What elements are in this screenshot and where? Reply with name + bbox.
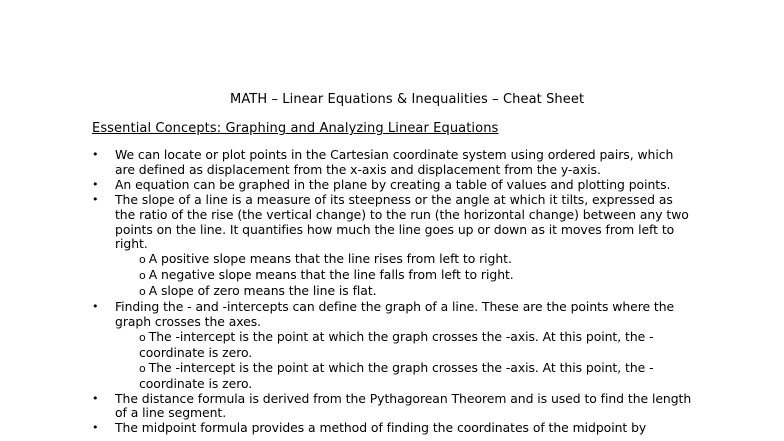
list-item [92,178,692,193]
list-item [92,148,692,178]
list-item-text: The midpoint formula provides a method of finding the coordinates of the midpoint by [115,420,647,436]
section-heading: Essential Concepts: Graphing and Analyzing Linear Equations [92,121,499,136]
list-item-text: The distance formula is derived from the Pythagorean Theorem and is used to find the length of a line segment. [115,390,692,421]
bullet-list [92,148,692,436]
circle-bullet-icon: o [139,269,146,283]
sub-list-item-text: The -intercept is the point at which the graph crosses the -axis. At this point, the -coordinate is zero. [139,328,654,360]
sub-list-item [92,268,692,284]
sub-list-item [92,284,692,300]
bullet-icon: • [92,391,99,405]
bullet-icon: • [92,148,99,161]
sub-list-item [92,252,692,268]
bullet-icon: • [92,300,99,314]
circle-bullet-icon: o [139,330,146,344]
sub-list-item-text: A positive slope means that the line rises from left to right. [148,251,512,267]
sub-list-item-text: A negative slope means that the line falls from left to right. [148,267,514,283]
list-item [92,421,692,436]
bullet-icon: • [92,177,99,191]
list-item-text: An equation can be graphed in the plane by creating a table of values and plotting points. [115,176,671,192]
sub-list-item [92,361,692,392]
circle-bullet-icon: o [139,253,146,267]
list-item-text: Finding the - and -intercepts can define the graph of a line. These are the points where the graph crosses the axes. [115,299,675,329]
list-item [92,392,692,422]
bullet-icon: • [92,192,99,206]
list-item [92,193,692,253]
sub-list-item-text: A slope of zero means the line is flat. [148,283,377,299]
list-item-text: We can locate or plot points in the Cartesian coordinate system using ordered pairs, which are defined as displacement from the x-axis and displacement from the y-axis. [115,147,674,177]
circle-bullet-icon: o [139,285,146,299]
circle-bullet-icon: o [139,361,146,375]
sub-list-item-text: The -intercept is the point at which the graph crosses the -axis. At this point, the -coordinate is zero. [139,359,654,391]
list-item-text: The slope of a line is a measure of its steepness or the angle at which it tilts, expressed as the ratio of the rise (the vertical change) to the run (the horizontal change) between any two points on the line. It quantifies how much the line goes up or down as it moves from left to right. [115,191,689,252]
page-title: MATH – Linear Equations & Inequalities – Cheat Sheet [230,92,585,107]
bullet-icon: • [92,421,99,435]
sub-list-item [92,330,692,361]
list-item [92,300,692,330]
